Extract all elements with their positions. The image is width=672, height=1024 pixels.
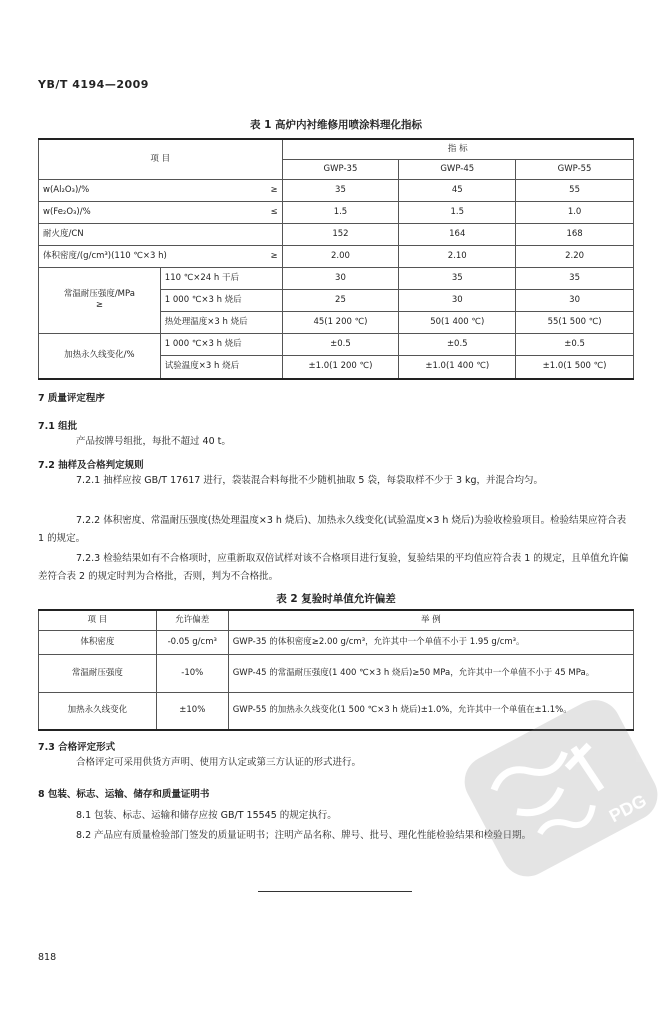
section-8-1: 8.1 包装、标志、运输和储存应按 GB/T 15545 的规定执行。	[76, 810, 337, 821]
table1-value: 35	[516, 267, 634, 289]
table1-value: 1.5	[399, 201, 516, 223]
strength-condition: 110 ℃×24 h 干后	[160, 267, 282, 289]
table1-grade: GWP-55	[516, 159, 634, 179]
table1-caption: 表 1 高炉内衬维修用喷涂料理化指标	[249, 119, 423, 131]
table1-value: 2.00	[282, 245, 399, 267]
table1-item: 耐火度/CN	[43, 228, 84, 239]
table1	[38, 138, 634, 380]
strength-group	[39, 267, 161, 333]
table1-value: ±1.0(1 400 ℃)	[399, 355, 516, 379]
table1-row	[39, 201, 283, 223]
table1-value: 1.5	[282, 201, 399, 223]
linear-condition: 试验温度×3 h 烧后	[160, 355, 282, 379]
table1-value: 2.20	[516, 245, 634, 267]
section-7-2-1: 7.2.1 抽样应按 GB/T 17617 进行，袋装混合料每批不少随机抽取 5 袋，每袋取样不少于 3 kg，并混合均匀。	[76, 475, 544, 486]
table1-value: ±1.0(1 500 ℃)	[516, 355, 634, 379]
section-7-2-2: 7.2.2 体积密度、常温耐压强度(热处理温度×3 h 烧后)、加热永久线变化(试验温度×3 h 烧后)为验收检验项目。检验结果应符合表 1 的规定。	[38, 515, 627, 544]
table1-value: 168	[516, 223, 634, 245]
section-7-1-text: 产品按牌号组批，每批不超过 40 t。	[76, 436, 231, 447]
section-7-2-3: 7.2.3 检验结果如有不合格项时，应重新取双倍试样对该不合格项目进行复验，复验结果的平均值应符合表 1 的规定，且单值允许偏差符合表 2 的规定时判为合格批，否则，判为不合格批。	[38, 553, 629, 582]
table2-example: GWP-35 的体积密度≥2.00 g/cm³，允许其中一个单值不小于 1.95 g/cm³。	[228, 630, 633, 654]
table2-header: 项 目	[39, 610, 157, 630]
table1-row	[39, 223, 283, 245]
table1-cond: ≥	[270, 184, 278, 195]
table2-item: 体积密度	[39, 630, 157, 654]
end-rule	[258, 891, 412, 892]
table1-cond: ≤	[270, 206, 278, 217]
table2-tolerance: -0.05 g/cm³	[156, 630, 228, 654]
table1-item: w(Fe₂O₃)/%	[43, 206, 91, 217]
table1-row	[39, 245, 283, 267]
table2-example: GWP-45 的常温耐压强度(1 400 ℃×3 h 烧后)≥50 MPa，允许其中一个单值不小于 45 MPa。	[228, 654, 633, 692]
table1-value: 45	[399, 179, 516, 201]
table1-value: ±1.0(1 200 ℃)	[282, 355, 399, 379]
table1-value: 50(1 400 ℃)	[399, 311, 516, 333]
table1-value: 25	[282, 289, 399, 311]
strength-condition: 热处理温度×3 h 烧后	[160, 311, 282, 333]
section-7-title: 7 质量评定程序	[38, 393, 105, 404]
table1-value: 1.0	[516, 201, 634, 223]
table1-value: 45(1 200 ℃)	[282, 311, 399, 333]
table1-value: 55(1 500 ℃)	[516, 311, 634, 333]
table1-value: 35	[282, 179, 399, 201]
table1-value: 30	[516, 289, 634, 311]
table2-item: 加热永久线变化	[39, 692, 157, 730]
section-8-title: 8 包装、标志、运输、储存和质量证明书	[38, 789, 210, 800]
table1-value: 164	[399, 223, 516, 245]
linear-condition: 1 000 ℃×3 h 烧后	[160, 333, 282, 355]
section-8-2: 8.2 产品应有质量检验部门签发的质量证明书；注明产品名称、牌号、批号、理化性能检验结果和检验日期。	[76, 830, 532, 841]
table2-tolerance: ±10%	[156, 692, 228, 730]
table1-value: 2.10	[399, 245, 516, 267]
strength-condition: 1 000 ℃×3 h 烧后	[160, 289, 282, 311]
strength-cond: ≥	[95, 300, 103, 310]
table1-row	[39, 179, 283, 201]
watermark-seal-icon	[450, 680, 665, 895]
watermark-text: PDG	[605, 790, 650, 827]
table2-header: 允许偏差	[156, 610, 228, 630]
table1-cond: ≥	[270, 250, 278, 261]
table1-value: 30	[399, 289, 516, 311]
table1-value: 152	[282, 223, 399, 245]
section-7-2-title: 7.2 抽样及合格判定规则	[38, 460, 144, 471]
table1-grade: GWP-35	[282, 159, 399, 179]
table1-header-index: 指 标	[282, 139, 633, 159]
table1-value: 35	[399, 267, 516, 289]
table1-value: ±0.5	[516, 333, 634, 355]
section-7-1-title: 7.1 组批	[38, 421, 78, 432]
table2-header: 举 例	[228, 610, 633, 630]
linear-label: 加热永久线变化/%	[39, 333, 161, 379]
standard-code: YB/T 4194—2009	[38, 78, 149, 91]
table2-tolerance: -10%	[156, 654, 228, 692]
table2-caption: 表 2 复验时单值允许偏差	[276, 593, 396, 605]
table1-value: 30	[282, 267, 399, 289]
table2-item: 常温耐压强度	[39, 654, 157, 692]
section-7-3-title: 7.3 合格评定形式	[38, 742, 116, 753]
table1-value: ±0.5	[282, 333, 399, 355]
table1-grade: GWP-45	[399, 159, 516, 179]
page-number: 818	[38, 952, 57, 963]
table2-example: GWP-55 的加热永久线变化(1 500 ℃×3 h 烧后)±1.0%，允许其中一个单值在±1.1%。	[228, 692, 633, 730]
table1-header-item: 项 目	[39, 139, 283, 179]
table1-item: 体积密度/(g/cm³)(110 ℃×3 h)	[43, 250, 167, 261]
section-7-3-text: 合格评定可采用供货方声明、使用方认定或第三方认证的形式进行。	[76, 757, 362, 768]
strength-label: 常温耐压强度/MPa	[63, 289, 135, 300]
table1-value: 55	[516, 179, 634, 201]
table1-value: ±0.5	[399, 333, 516, 355]
table1-item: w(Al₂O₃)/%	[43, 184, 90, 195]
